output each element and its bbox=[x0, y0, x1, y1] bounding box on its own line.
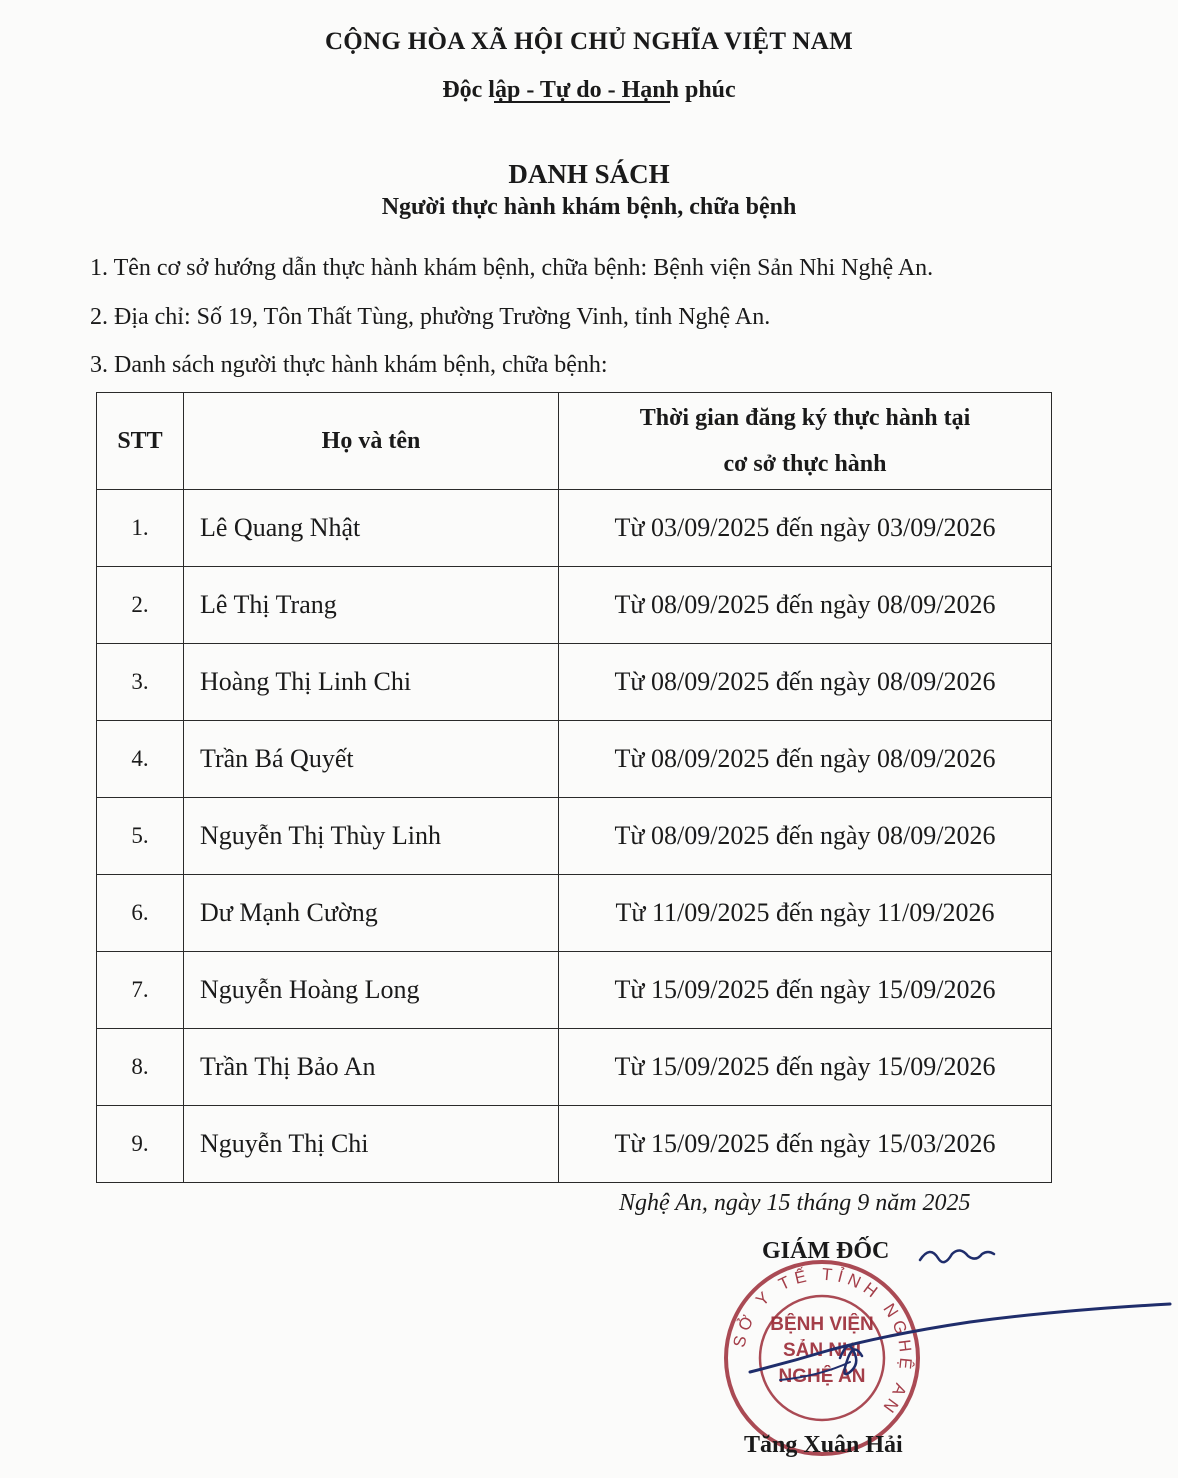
row-stt: 7. bbox=[97, 952, 184, 1029]
national-motto bbox=[0, 77, 1178, 104]
row-stt: 5. bbox=[97, 798, 184, 875]
row-stt: 3. bbox=[97, 644, 184, 721]
info-address: 2. Địa chỉ: Số 19, Tôn Thất Tùng, phường Trường Vinh, tỉnh Nghệ An. bbox=[90, 304, 771, 330]
seal-ring-text: SỞ Y TẾ TỈNH NGHỆ AN bbox=[729, 1264, 916, 1421]
row-name: Nguyễn Hoàng Long bbox=[184, 952, 559, 1029]
table-row bbox=[97, 798, 1052, 875]
document-title: DANH SÁCH bbox=[508, 159, 670, 189]
row-time: Từ 15/09/2025 đến ngày 15/09/2026 bbox=[559, 1029, 1052, 1106]
row-time: Từ 15/09/2025 đến ngày 15/09/2026 bbox=[559, 952, 1052, 1029]
row-name: Trần Bá Quyết bbox=[184, 721, 559, 798]
header-time-line1: Thời gian đăng ký thực hành tại bbox=[639, 405, 971, 431]
header-time-line2: cơ sở thực hành bbox=[723, 451, 887, 477]
table-row bbox=[97, 1029, 1052, 1106]
row-name: Lê Quang Nhật bbox=[184, 490, 559, 567]
motto-underline bbox=[494, 101, 669, 103]
row-stt: 4. bbox=[97, 721, 184, 798]
info-facility: 1. Tên cơ sở hướng dẫn thực hành khám bệnh, chữa bệnh: Bệnh viện Sản Nhi Nghệ An. bbox=[90, 255, 934, 281]
practitioner-table bbox=[96, 392, 1052, 1183]
motto-text: Độc lập - Tự do - Hạnh phúc bbox=[442, 77, 736, 103]
row-time: Từ 08/09/2025 đến ngày 08/09/2026 bbox=[559, 721, 1052, 798]
table-row bbox=[97, 644, 1052, 721]
row-name: Nguyễn Thị Chi bbox=[184, 1106, 559, 1183]
seal-line-1: BỆNH VIỆN bbox=[770, 1314, 874, 1335]
row-name: Dư Mạnh Cường bbox=[184, 875, 559, 952]
table-row bbox=[97, 490, 1052, 567]
row-stt: 8. bbox=[97, 1029, 184, 1106]
table-row bbox=[97, 875, 1052, 952]
table-row bbox=[97, 1106, 1052, 1183]
row-stt: 1. bbox=[97, 490, 184, 567]
national-title: CỘNG HÒA XÃ HỘI CHỦ NGHĨA VIỆT NAM bbox=[324, 28, 854, 55]
row-time: Từ 08/09/2025 đến ngày 08/09/2026 bbox=[559, 644, 1052, 721]
row-time: Từ 08/09/2025 đến ngày 08/09/2026 bbox=[559, 798, 1052, 875]
handwritten-signature bbox=[740, 1220, 1178, 1420]
row-time: Từ 15/09/2025 đến ngày 15/03/2026 bbox=[559, 1106, 1052, 1183]
header-name: Họ và tên bbox=[184, 393, 559, 490]
seal-line-3: NGHỆ AN bbox=[778, 1366, 866, 1387]
row-name: Nguyễn Thị Thùy Linh bbox=[184, 798, 559, 875]
row-name: Trần Thị Bảo An bbox=[184, 1029, 559, 1106]
table-row bbox=[97, 721, 1052, 798]
table-row bbox=[97, 952, 1052, 1029]
header-stt: STT bbox=[97, 393, 184, 490]
signer-position: GIÁM ĐỐC bbox=[762, 1238, 890, 1264]
row-name: Lê Thị Trang bbox=[184, 567, 559, 644]
info-list-heading: 3. Danh sách người thực hành khám bệnh, chữa bệnh: bbox=[90, 352, 608, 378]
row-time: Từ 03/09/2025 đến ngày 03/09/2026 bbox=[559, 490, 1052, 567]
place-and-date: Nghệ An, ngày 15 tháng 9 năm 2025 bbox=[619, 1190, 971, 1216]
table-row bbox=[97, 567, 1052, 644]
signer-name: Tăng Xuân Hải bbox=[744, 1432, 903, 1458]
row-stt: 2. bbox=[97, 567, 184, 644]
row-name: Hoàng Thị Linh Chi bbox=[184, 644, 559, 721]
row-stt: 6. bbox=[97, 875, 184, 952]
seal-line-2: SẢN NHI bbox=[782, 1340, 862, 1361]
row-time: Từ 11/09/2025 đến ngày 11/09/2026 bbox=[559, 875, 1052, 952]
header-time bbox=[559, 393, 1052, 490]
row-stt: 9. bbox=[97, 1106, 184, 1183]
document-subtitle: Người thực hành khám bệnh, chữa bệnh bbox=[381, 194, 797, 220]
table-header-row bbox=[97, 393, 1052, 490]
row-time: Từ 08/09/2025 đến ngày 08/09/2026 bbox=[559, 567, 1052, 644]
